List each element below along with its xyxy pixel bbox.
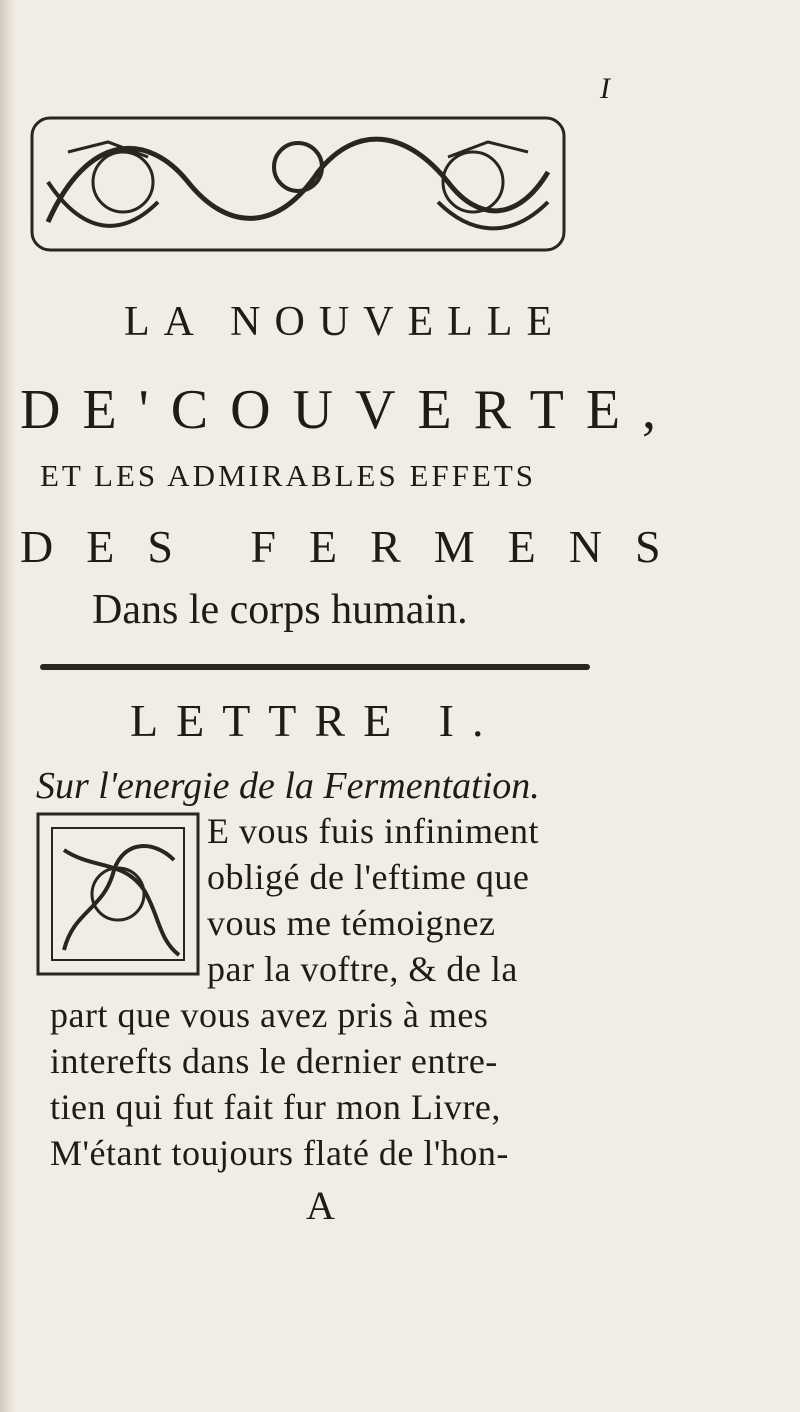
header-ornament — [28, 112, 568, 262]
title-line-3: ET LES ADMIRABLES EFFETS — [40, 458, 537, 493]
page-signature: I — [600, 72, 610, 105]
body-line-5: part que vous avez pris à mes — [50, 995, 489, 1035]
body-line-3: vous me témoignez — [207, 903, 496, 943]
title-line-5: Dans le corps humain. — [92, 587, 468, 633]
letter-heading: LETTRE I. — [130, 695, 502, 746]
body-line-7: tien qui fut fait fur mon Livre, — [50, 1087, 501, 1127]
title-line-1: LA NOUVELLE — [124, 299, 567, 345]
body-line-8: M'étant toujours flaté de l'hon- — [50, 1133, 509, 1173]
body-line-6: interefts dans le dernier entre- — [50, 1041, 498, 1081]
catchword: A — [306, 1183, 336, 1228]
body-line-4: par la voftre, & de la — [207, 949, 518, 989]
page-edge — [0, 0, 16, 1412]
title-line-4: DES FERMENS — [20, 521, 694, 572]
title-line-2: DE'COUVERTE, — [20, 379, 679, 441]
body-line-2: obligé de l'eftime que — [207, 857, 530, 897]
body-line-1: E vous fuis infiniment — [207, 811, 539, 851]
letter-subheading: Sur l'energie de la Fermentation. — [36, 765, 540, 807]
section-rule — [40, 664, 590, 670]
drop-cap-ornament — [34, 810, 202, 978]
